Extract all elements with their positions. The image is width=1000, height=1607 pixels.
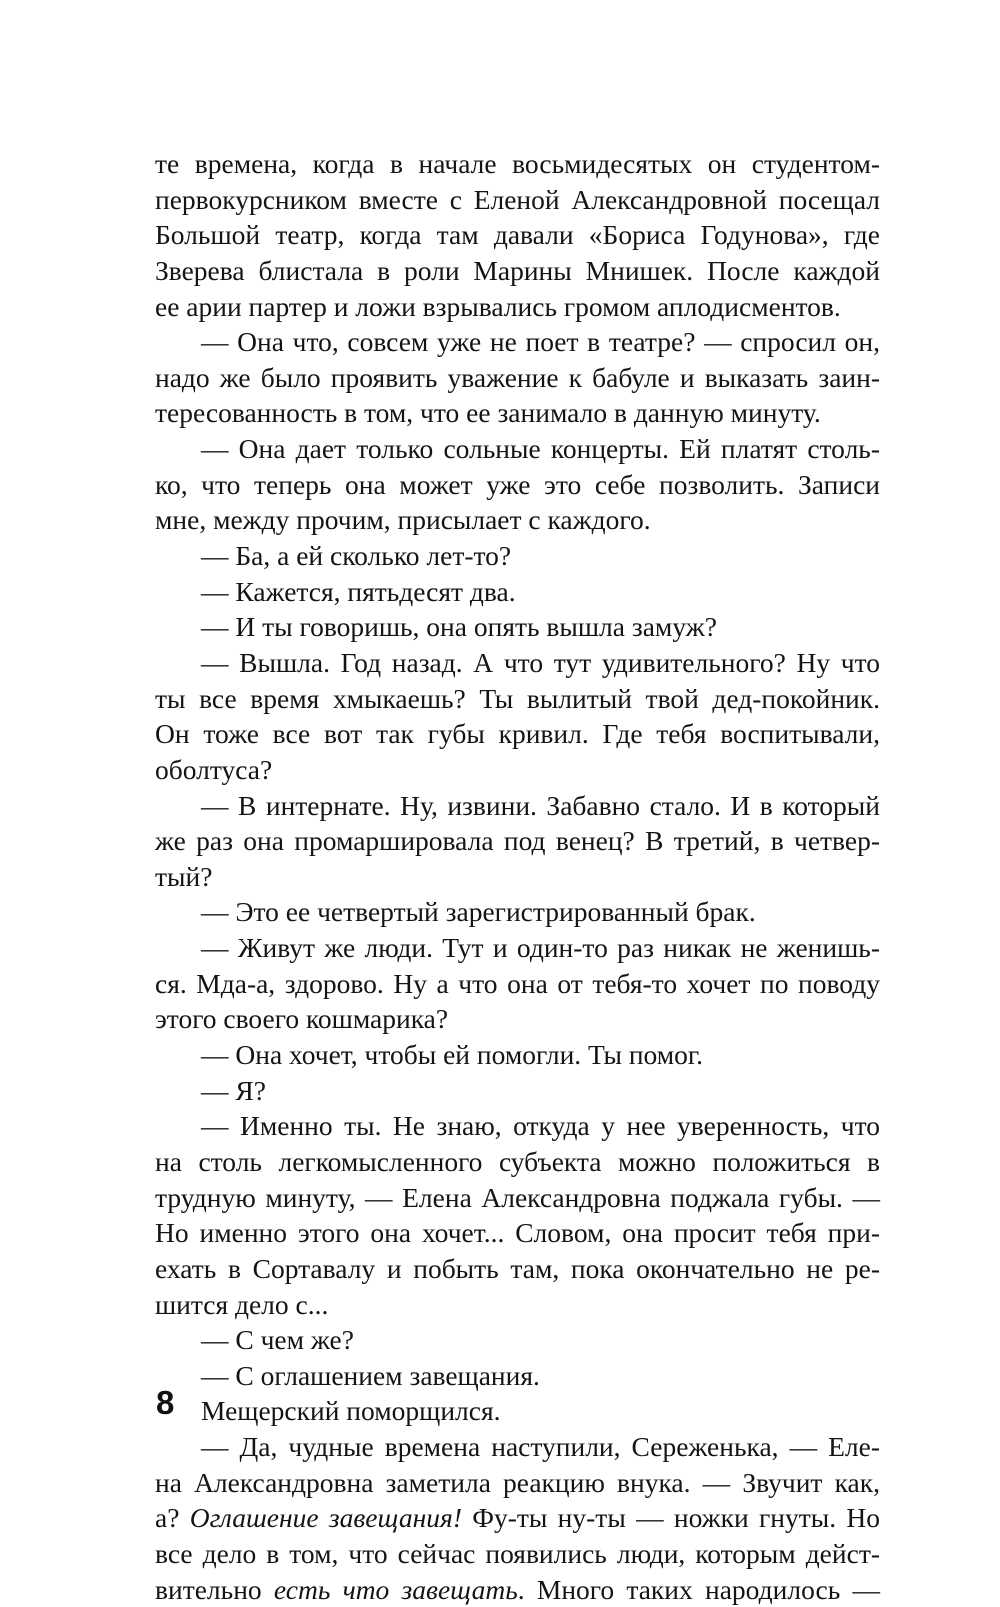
text-line: все дело в том, что сейчас появились люди, которым дейст-	[155, 1537, 880, 1569]
text-line: а? Оглашение завещания! Фу-ты ну-ты — ножки гнуты. Но	[155, 1502, 880, 1534]
text-line: — Живут же люди. Тут и один-то раз никак не женишь-	[201, 932, 880, 964]
text-line: — И ты говоришь, она опять вышла замуж?	[201, 611, 717, 643]
text-line: те времена, когда в начале восьмидесятых он студентом-	[155, 148, 880, 179]
body-text	[155, 146, 880, 1607]
text-line: тересованность в том, что ее занимало в данную минуту.	[155, 397, 821, 429]
text-line: Зверева блистала в роли Марины Мнишек. После каждой	[155, 254, 880, 286]
text-line: же раз она промаршировала под венец? В третий, в четвер-	[155, 825, 880, 857]
text-line: мне, между прочим, присылает с каждого.	[155, 504, 651, 536]
text-line: — С оглашением завещания.	[201, 1359, 540, 1391]
text-line: шится дело с...	[155, 1288, 329, 1320]
text-line: Он тоже все вот так губы кривил. Где тебя воспитывали,	[155, 718, 880, 750]
text-line: — Кажется, пятьдесят два.	[201, 575, 516, 607]
text-line: на Александровна заметила реакцию внука. — Звучит как,	[155, 1466, 880, 1498]
text-line: — Вышла. Год назад. А что тут удивительного? Ну что	[201, 646, 880, 678]
text-line: надо же было проявить уважение к бабуле и выказать заин-	[155, 361, 880, 393]
text-line: ты все время хмыкаешь? Ты вылитый твой дед-покойник.	[155, 682, 880, 714]
text-line: — Да, чудные времена наступили, Сереженька, — Еле-	[201, 1431, 880, 1463]
text-line: ее арии партер и ложи взрывались громом аплодисментов.	[155, 290, 841, 322]
text-line: на столь легкомысленного субъекта можно положиться в	[155, 1145, 880, 1177]
text-line: вительно есть что завещать. Много таких народилось —	[155, 1573, 880, 1605]
text-line: — С чем же?	[201, 1324, 354, 1356]
text-line: — Она что, совсем уже не поет в театре? — спросил он,	[201, 326, 880, 358]
text-line: — Именно ты. Не знаю, откуда у нее уверенность, что	[201, 1110, 880, 1142]
text-line: — Это ее четвертый зарегистрированный брак.	[201, 896, 756, 928]
text-line: ся. Мда-а, здорово. Ну а что она от тебя-то хочет по поводу	[155, 967, 880, 999]
text-line: — В интернате. Ну, извини. Забавно стало. И в который	[201, 789, 880, 821]
text-line: трудную минуту, — Елена Александровна поджала губы. —	[155, 1181, 880, 1213]
text-line: — Она дает только сольные концерты. Ей платят столь-	[201, 433, 880, 465]
text-line: оболтуса?	[155, 753, 273, 785]
text-line: тый?	[155, 860, 213, 892]
text-line: — Она хочет, чтобы ей помогли. Ты помог.	[201, 1039, 703, 1071]
text-line: этого своего кошмарика?	[155, 1003, 449, 1035]
text-line: Но именно этого она хочет... Словом, она просит тебя при-	[155, 1217, 880, 1249]
text-line: Мещерский поморщился.	[201, 1395, 501, 1427]
text-line: Большой театр, когда там давали «Бориса Годунова», где	[155, 219, 880, 251]
text-line: первокурсником вместе с Еленой Александровной посещал	[155, 183, 880, 215]
page-number: 8	[156, 1384, 175, 1421]
text-line: — Ба, а ей сколько лет-то?	[201, 540, 512, 572]
text-line: ехать в Сортавалу и побыть там, пока окончательно не ре-	[155, 1252, 880, 1284]
text-line: ко, что теперь она может уже это себе позволить. Записи	[155, 468, 880, 500]
text-line: — Я?	[201, 1074, 266, 1106]
